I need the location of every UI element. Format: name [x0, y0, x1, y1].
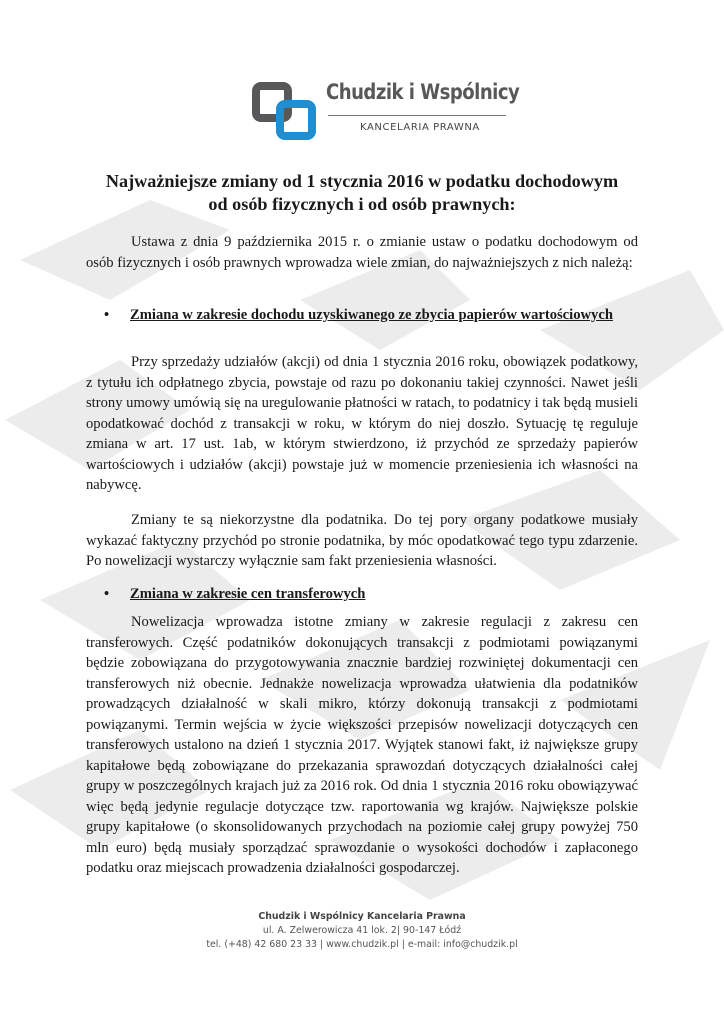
footer-contact: tel. (+48) 42 680 23 33 | www.chudzik.pl | e-mail: info@chudzik.pl	[206, 939, 518, 950]
intro-paragraph: Ustawa z dnia 9 października 2015 r. o zmianie ustaw o podatku dochodowym od osób fizycznych i osób prawnych wprowadza wiele zmian, do najważniejszych z nich należą:	[86, 234, 638, 271]
section-1-paragraph-1: Przy sprzedaży udziałów (akcji) od dnia 1 stycznia 2016 roku, obowiązek podatkowy, z tytułu ich odpłatnego zbycia, powstaje od razu po dokonaniu takiej czynności. Nawet jeśli strony umowy umówią się na uregulowanie płatności w ratach, to podatnicy i tak będą musieli opodatkować dochód z transakcji w roku, w którym do niej doszło. Sytuację tę reguluje zmiana w art. 17 ust. 1ab, w którym stwierdzono, iż przychód ze sprzedaży papierów wartościowych i udziałów (akcji) powstaje już w momencie przeniesienia ich własności na nabywcę.	[86, 354, 638, 493]
footer-address: ul. A. Zelwerowicza 41 lok. 2| 90-147 Łódź	[262, 925, 462, 936]
section-heading-text: Zmiana w zakresie cen transferowych	[130, 586, 366, 602]
footer-firm-name: Chudzik i Wspólnicy Kancelaria Prawna	[258, 911, 466, 922]
title-line-2: od osób fizycznych i od osób prawnych:	[208, 194, 516, 214]
bullet-icon: •	[104, 586, 110, 602]
company-logo	[252, 80, 520, 140]
logo-squares-icon	[252, 82, 318, 140]
bullet-icon: •	[104, 307, 110, 323]
brand-name: Chudzik i Wspólnicy	[326, 80, 520, 104]
section-2-paragraph-1: Nowelizacja wprowadza istotne zmiany w zakresie regulacji z zakresu cen transferowych. Część podatników dokonujących transakcji z podmiotami powiązanymi będzie zobowiązana do przygotowywania znacznie bardziej rozwiniętej dokumentacji cen transferowych niż obecnie. Jednakże nowelizacja wprowadza ułatwienia dla podatników prowadzących działalność w skali mikro, którzy dokonują transakcji z podmiotami powiązanymi. Termin wejścia w życie większości przepisów nowelizacji dotyczących cen transferowych ustalono na dzień 1 stycznia 2017. Wyjątek stanowi fakt, iż największe grupy kapitałowe będą zobowiązane do przekazania sprawozdań dotyczących działalności całej grupy w poszczególnych krajach już za 2016 rok. Od dnia 1 stycznia 2016 roku obowiązywać więc będą jedynie regulacje dotyczące tzw. raportowania wg krajów. Największe polskie grupy kapitałowe (o skonsolidowanych przychodach na poziomie całej grupy powyżej 750 mln euro) będą musiały sporządzać sprawozdanie o wysokości dochodów i zapłaconego podatku oraz miejscach prowadzenia działalności gospodarczej.	[86, 614, 638, 876]
section-heading-transfer-prices	[104, 584, 638, 605]
section-heading-text: Zmiana w zakresie dochodu uzyskiwanego ze zbycia papierów wartościowych	[130, 307, 613, 323]
document-title	[60, 170, 664, 216]
title-line-1: Najważniejsze zmiany od 1 stycznia 2016 w podatku dochodowym	[105, 171, 619, 191]
brand-subtitle: KANCELARIA PRAWNA	[360, 122, 480, 133]
section-heading-securities	[104, 305, 638, 326]
page-footer	[0, 910, 724, 952]
brand-divider	[328, 115, 506, 116]
section-1-paragraph-2: Zmiany te są niekorzystne dla podatnika. Do tej pory organy podatkowe musiały wykazać faktyczny przychód po stronie podatnika, by móc opodatkować tego typu zdarzenie. Po nowelizacji wystarczy wyłącznie sam fakt przeniesienia własności.	[86, 512, 638, 569]
